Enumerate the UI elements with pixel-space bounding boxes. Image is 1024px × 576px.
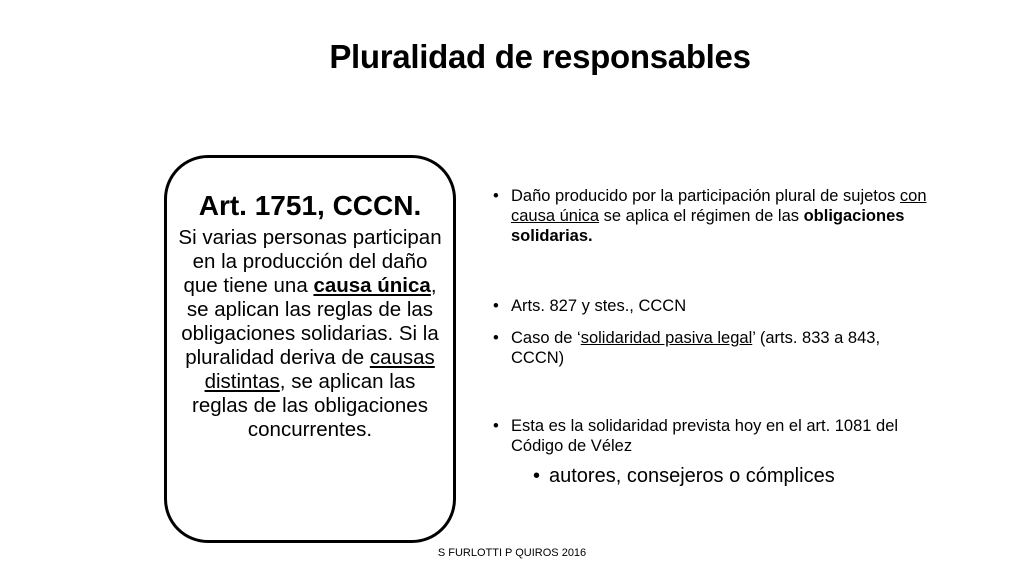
slide-title: Pluralidad de responsables — [329, 38, 751, 75]
bullet-item — [493, 186, 931, 246]
bullet-bold: obligaciones solidarias. — [511, 207, 905, 245]
bullet-text: ’ (arts. 833 a 843, CCCN) — [511, 329, 881, 367]
underlined-causas-distintas: causas distintas — [204, 346, 435, 393]
article-text-part: , se aplican las reglas de las obligaciones concurrentes. — [192, 370, 428, 441]
article-box — [164, 155, 456, 543]
bullet-underlined: solidaridad pasiva legal — [580, 329, 753, 347]
sub-bullet-item — [533, 464, 949, 488]
article-text-part: Si varias personas participan en la producción del daño que tiene una — [178, 226, 442, 297]
bullet-dot-icon: • — [493, 297, 499, 315]
bullet-underlined: con causa única — [511, 187, 927, 225]
bullet-item — [493, 416, 931, 456]
bullet-dot-icon: • — [493, 187, 499, 205]
footer-credit: S FURLOTTI P QUIROS 2016 — [437, 547, 587, 559]
bullet-dot-icon: • — [533, 465, 541, 487]
underlined-causa-unica: causa única — [313, 274, 431, 297]
article-text-part: , se aplican las reglas de las obligaciones solidarias. Si la pluralidad deriva de — [181, 274, 439, 369]
bullet-item — [493, 328, 931, 368]
bullet-text: Daño producido por la participación plural de sujetos — [511, 187, 900, 205]
bullet-text: Esta es la solidaridad prevista hoy en el art. 1081 del Código de Vélez — [511, 417, 899, 455]
bullet-item — [493, 296, 931, 316]
bullet-text: se aplica el régimen de las — [599, 207, 804, 225]
article-text — [177, 226, 443, 442]
bullet-text: Caso de ‘ — [511, 329, 581, 347]
article-heading: Art. 1751, CCCN. — [198, 190, 422, 221]
bullet-dot-icon: • — [493, 329, 499, 347]
bullet-text: Arts. 827 y stes., CCCN — [511, 297, 687, 315]
bullet-dot-icon: • — [493, 417, 499, 435]
bullet-text: autores, consejeros o cómplices — [549, 465, 835, 487]
